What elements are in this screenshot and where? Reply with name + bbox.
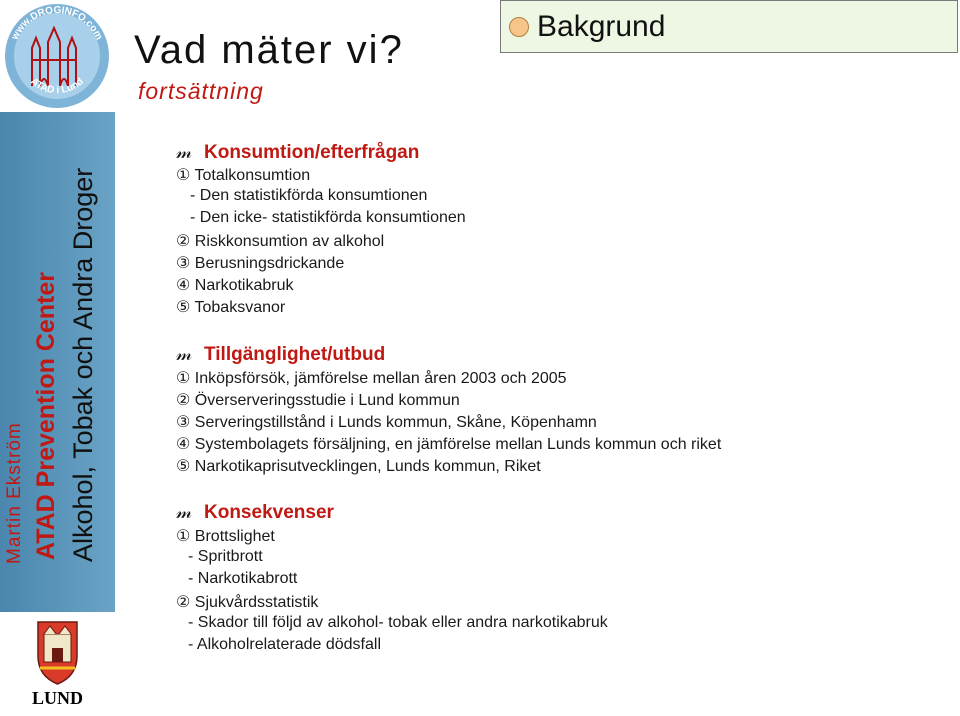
sidebar-org-name: ATAD Prevention Center (32, 271, 60, 560)
list-item: ④ Narkotikabruk (176, 277, 294, 294)
list-item: - Spritbrott (188, 548, 263, 565)
logo-bottom-text: ATAD i Lund (28, 76, 86, 97)
list-item: ① Brottslighet (176, 528, 275, 545)
page-subtitle: fortsättning (138, 78, 264, 104)
bakgrund-button[interactable] (500, 0, 958, 53)
sidebar-author: Martin Ekström (4, 422, 25, 564)
section-heading: 𝓂 Tillgänglighet/utbud (176, 344, 386, 365)
section-heading: 𝓂 Konsekvenser (176, 502, 334, 523)
list-item: ② Överserveringsstudie i Lund kommun (176, 392, 460, 409)
section-heading: 𝓂 Konsumtion/efterfrågan (176, 142, 420, 163)
list-item: ② Riskkonsumtion av alkohol (176, 233, 385, 250)
lund-crest (0, 612, 115, 716)
list-item: ① Inköpsförsök, jämförelse mellan åren 2003 och 2005 (176, 370, 567, 387)
section-marker-icon: 𝓂 (176, 344, 193, 365)
list-item: ② Sjukvårdsstatistik (176, 594, 319, 611)
list-item: ③ Serveringstillstånd i Lunds kommun, Skåne, Köpenhamn (176, 414, 597, 431)
crest-label: LUND (31, 688, 83, 708)
lund-crest-graphic (0, 612, 115, 688)
sidebar-org-tagline: Alkohol, Tobak och Andra Droger (68, 167, 98, 562)
bakgrund-label: Bakgrund (537, 10, 666, 43)
section-marker-icon: 𝓂 (176, 502, 193, 523)
circle-icon (509, 17, 529, 37)
sidebar (0, 112, 115, 612)
list-item: ④ Systembolagets försäljning, en jämförelse mellan Lunds kommun och riket (176, 436, 722, 453)
droginfo-logo (0, 0, 115, 112)
list-item: ③ Berusningsdrickande (176, 255, 345, 272)
list-item: - Den icke- statistikförda konsumtionen (190, 209, 466, 226)
page-title: Vad mäter vi? (134, 28, 404, 72)
list-item: ① Totalkonsumtion (176, 167, 311, 184)
list-item: - Alkoholrelaterade dödsfall (188, 636, 382, 653)
sidebar-rotated-text (0, 112, 115, 612)
section-marker-icon: 𝓂 (176, 142, 193, 163)
list-item: - Narkotikabrott (188, 570, 298, 587)
list-item: - Den statistikförda konsumtionen (190, 187, 428, 204)
list-item: - Skador till följd av alkohol- tobak eller andra narkotikabruk (188, 614, 608, 631)
list-item: ⑤ Tobaksvanor (176, 299, 286, 316)
logo-top-text: www.DROGINFO.com (9, 4, 105, 42)
list-item: ⑤ Narkotikaprisutvecklingen, Lunds kommun, Riket (176, 458, 541, 475)
droginfo-logo-graphic (0, 0, 115, 112)
